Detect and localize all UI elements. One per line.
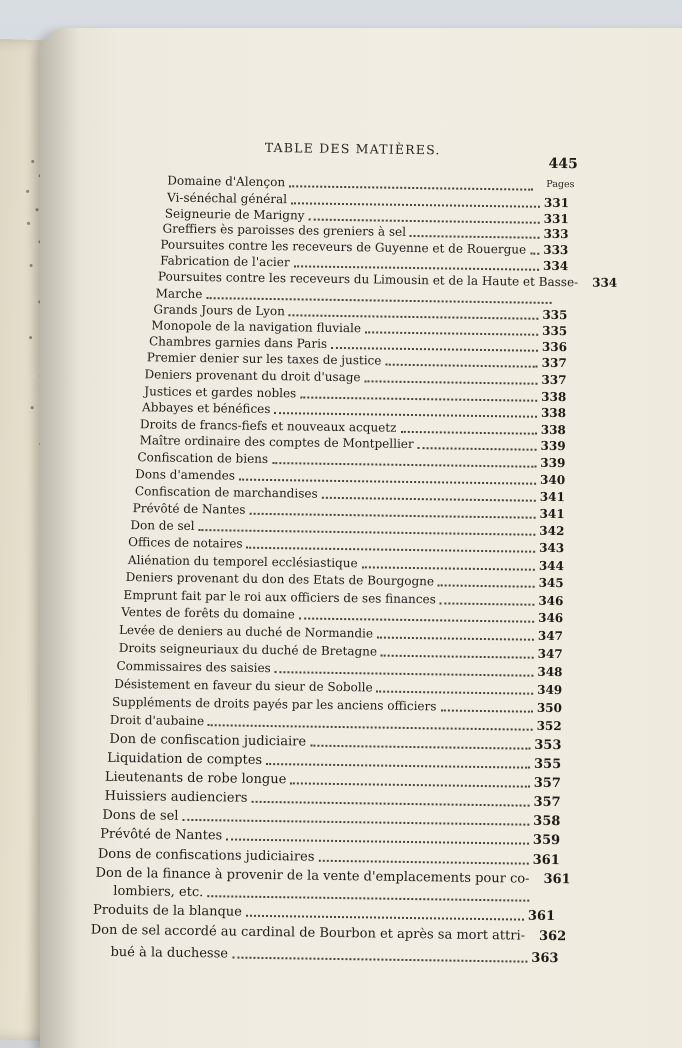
- toc-entry-label: Maître ordinaire des comptes de Montpellier: [139, 433, 414, 452]
- dot-leader: [385, 363, 537, 368]
- toc-entry-label: Ventes de forêts du domaine: [121, 604, 295, 622]
- dot-leader: [529, 939, 535, 940]
- dot-leader: [299, 616, 534, 622]
- dot-leader: [322, 496, 536, 502]
- dot-leader: [377, 636, 534, 641]
- toc-entry-label: Domaine d'Alençon: [167, 173, 286, 190]
- toc-entry-page: 333: [543, 242, 569, 258]
- dot-leader: [291, 201, 540, 207]
- dot-leader: [290, 781, 529, 787]
- toc-entry-page: 357: [533, 794, 561, 811]
- toc-entry-page: 361: [532, 852, 560, 869]
- dot-leader: [208, 723, 533, 731]
- dot-leader: [362, 565, 535, 570]
- toc-entry-label: Prévôté de Nantes: [132, 501, 246, 517]
- toc-entry-label: Poursuites contre les receveurs du Limousin et de la Haute et Basse-: [157, 269, 579, 290]
- toc-entry-page: 349: [537, 682, 563, 698]
- toc-entry: [105, 770, 561, 791]
- dot-leader: [365, 379, 538, 384]
- toc-entry-label: Dons de confiscations judiciaires: [97, 846, 315, 865]
- toc-entry-label: Deniers provenant du don des Etats de Bourgogne: [125, 570, 435, 589]
- dot-leader: [226, 837, 529, 844]
- toc-entry-label: Levée de deniers au duché de Normandie: [118, 622, 374, 641]
- toc-entry-label: Droits seigneuriaux du duché de Bretagne: [118, 640, 378, 659]
- toc-entry-page: 346: [538, 593, 564, 609]
- dot-leader: [198, 528, 535, 536]
- toc-entry-label: Désistement en faveur du sieur de Sobolle: [114, 676, 373, 695]
- dot-leader: [249, 512, 535, 519]
- dot-leader: [272, 461, 536, 468]
- toc-entry-label: Justices et gardes nobles: [144, 384, 297, 401]
- page-title: TABLE DES MATIÈRES.: [264, 139, 441, 158]
- dot-leader: [310, 744, 530, 750]
- toc-entry-label: bué à la duchesse: [110, 944, 229, 962]
- toc-entry-page: 331: [543, 211, 569, 227]
- toc-entry: [107, 751, 561, 772]
- toc-entry-page: 344: [538, 558, 565, 574]
- toc-entry-page: 350: [536, 700, 563, 716]
- toc-entry-label: Don de confiscation judiciaire: [109, 731, 307, 750]
- toc-entry-page: 339: [540, 438, 566, 454]
- toc-entry-label: Droits de francs-fiefs et nouveaux acquetz: [139, 417, 397, 435]
- dot-leader: [247, 546, 536, 553]
- toc-entry-label: Grands Jours de Lyon: [153, 302, 285, 319]
- toc-entry-label: Dons de sel: [102, 807, 179, 824]
- toc-entry-label: Commissaires des saisies: [116, 658, 271, 676]
- toc-entry-page: 338: [540, 405, 567, 421]
- toc-entry-page: 341: [539, 506, 565, 522]
- toc-entry-label: Emprunt fait par le roi aux officiers de ses finances: [123, 587, 436, 607]
- toc-entry-label: Aliénation du temporel ecclésiastique: [127, 553, 358, 571]
- toc-entry-page: 357: [533, 775, 562, 792]
- toc-entry-label: Confiscation de marchandises: [134, 484, 318, 501]
- toc-entry-page: 346: [538, 610, 564, 626]
- toc-entry-label: Liquidation de comptes: [107, 750, 263, 768]
- toc-entry-label: Prévôté de Nantes: [100, 826, 223, 844]
- toc-entry-label: Suppléments de droits payés par les anciens officiers: [111, 694, 437, 714]
- dot-leader: [308, 218, 539, 224]
- toc-entry-label: Produits de la blanque: [92, 902, 243, 920]
- toc-entry-label: Lieutenants de robe longue: [104, 769, 287, 788]
- toc-entry-page: 331: [543, 195, 570, 211]
- toc-entry-page: 363: [531, 950, 559, 967]
- toc-entry-page: 358: [533, 813, 561, 830]
- toc-entry-page: 334: [542, 258, 569, 274]
- toc-entry-page: 337: [541, 372, 567, 388]
- toc-entry-page: 341: [539, 489, 565, 505]
- dot-leader: [410, 234, 540, 239]
- dot-leader: [440, 601, 535, 605]
- toc-entry-page: 359: [532, 832, 561, 849]
- toc-entry-label: Monopole de la navigation fluviale: [151, 318, 362, 336]
- toc-entry-page: 348: [537, 664, 563, 680]
- dot-leader: [530, 252, 539, 255]
- dot-leader: [289, 313, 539, 319]
- toc-entry-page: 335: [542, 323, 568, 339]
- dot-leader: [331, 346, 538, 352]
- toc-entry-page: 336: [541, 339, 568, 355]
- toc-entry-label: Greffiers ès paroisses des greniers à sel: [162, 221, 407, 239]
- toc-entry-page: 342: [539, 523, 565, 539]
- toc-entry-label: Fabrication de l'acier: [160, 253, 290, 270]
- toc-entry-page: 338: [540, 422, 566, 438]
- toc-entry-label: Droit d'aubaine: [109, 712, 205, 729]
- toc-entry: [110, 713, 562, 734]
- toc-entry: [93, 903, 555, 924]
- pages-column-heading: Pages: [546, 178, 575, 191]
- dot-leader: [182, 818, 529, 826]
- toc-entry-page: 355: [533, 756, 562, 773]
- dot-leader: [440, 708, 532, 712]
- dot-leader: [239, 478, 536, 485]
- toc-entry-label: Huissiers audienciers: [104, 788, 248, 806]
- toc-entry: [100, 827, 560, 848]
- toc-entry-page: 347: [537, 646, 563, 662]
- toc-entry: [102, 808, 560, 829]
- toc-entry-label: Poursuites contre les receveurs de Guyenne et de Rouergue: [160, 237, 527, 257]
- toc-entry-label: Dons d'amendes: [135, 467, 236, 483]
- toc-entry-label: Don de sel: [130, 518, 195, 533]
- toc-entry: [110, 945, 558, 966]
- toc-entry-page: 362: [538, 928, 567, 945]
- dot-leader: [251, 800, 529, 807]
- dot-leader: [418, 446, 537, 451]
- dot-leader: [207, 894, 529, 901]
- dot-leader: [274, 411, 537, 418]
- toc-entry-label: Don de sel accordé au cardinal de Bourbon et après sa mort attri-: [90, 922, 526, 944]
- toc-entry-label: Vi-sénéchal général: [166, 190, 288, 207]
- page-number: 445: [548, 155, 578, 173]
- toc-entry-page: 345: [538, 575, 564, 591]
- dot-leader: [246, 914, 524, 921]
- toc-entry-page: 343: [539, 540, 565, 556]
- toc-entry: [98, 847, 560, 868]
- toc-entry-page: 338: [541, 389, 567, 405]
- toc-entry: [90, 922, 567, 945]
- dot-leader: [294, 264, 539, 270]
- dot-leader: [318, 859, 528, 865]
- dot-leader: [232, 956, 527, 963]
- toc-entry-page: 352: [536, 718, 562, 734]
- toc-entry-label: Chambres garnies dans Paris: [148, 334, 328, 351]
- toc-entry-page: 353: [534, 737, 562, 754]
- dot-leader: [400, 430, 536, 435]
- toc-entry-label: Offices de notaires: [128, 535, 243, 551]
- toc-entry: [109, 732, 561, 753]
- toc-entry-label: Marche: [155, 286, 203, 302]
- toc-entry: [105, 789, 561, 810]
- dot-leader: [289, 184, 533, 190]
- dot-leader: [275, 670, 534, 677]
- toc-entry-page: 339: [540, 455, 566, 471]
- toc-entry-page: 361: [527, 908, 556, 925]
- toc-entry-label: lombiers, etc.: [113, 883, 204, 901]
- toc-entry-continuation: [113, 884, 533, 905]
- toc-entry-label: Confiscation de biens: [137, 450, 269, 466]
- toc-entry-page: 340: [539, 472, 566, 488]
- dot-leader: [365, 330, 538, 335]
- dot-leader: [381, 654, 534, 659]
- toc-entry-label: Abbayes et bénéfices: [142, 400, 271, 417]
- toc-entry-page: 361: [543, 871, 571, 888]
- dot-leader: [377, 690, 534, 695]
- dot-leader: [206, 296, 551, 304]
- toc-entry-label: Premier denier sur les taxes de justice: [146, 350, 382, 368]
- dot-leader: [438, 583, 535, 587]
- toc-entry-page: 337: [541, 355, 567, 371]
- dot-leader: [582, 285, 588, 286]
- toc-entry-page: 335: [542, 307, 568, 323]
- toc-entry-page: 334: [592, 275, 618, 290]
- toc-entry-label: Don de la finance à provenir de la vente d'emplacements pour co-: [95, 865, 530, 887]
- dot-leader: [533, 882, 539, 883]
- toc-entry-page: 347: [537, 628, 564, 644]
- dot-leader: [300, 395, 537, 401]
- toc-entry-page: 333: [543, 226, 569, 242]
- toc-entry-label: Deniers provenant du droit d'usage: [144, 367, 361, 385]
- dot-leader: [266, 762, 530, 769]
- toc-entry-label: Seigneurie de Marigny: [164, 206, 305, 223]
